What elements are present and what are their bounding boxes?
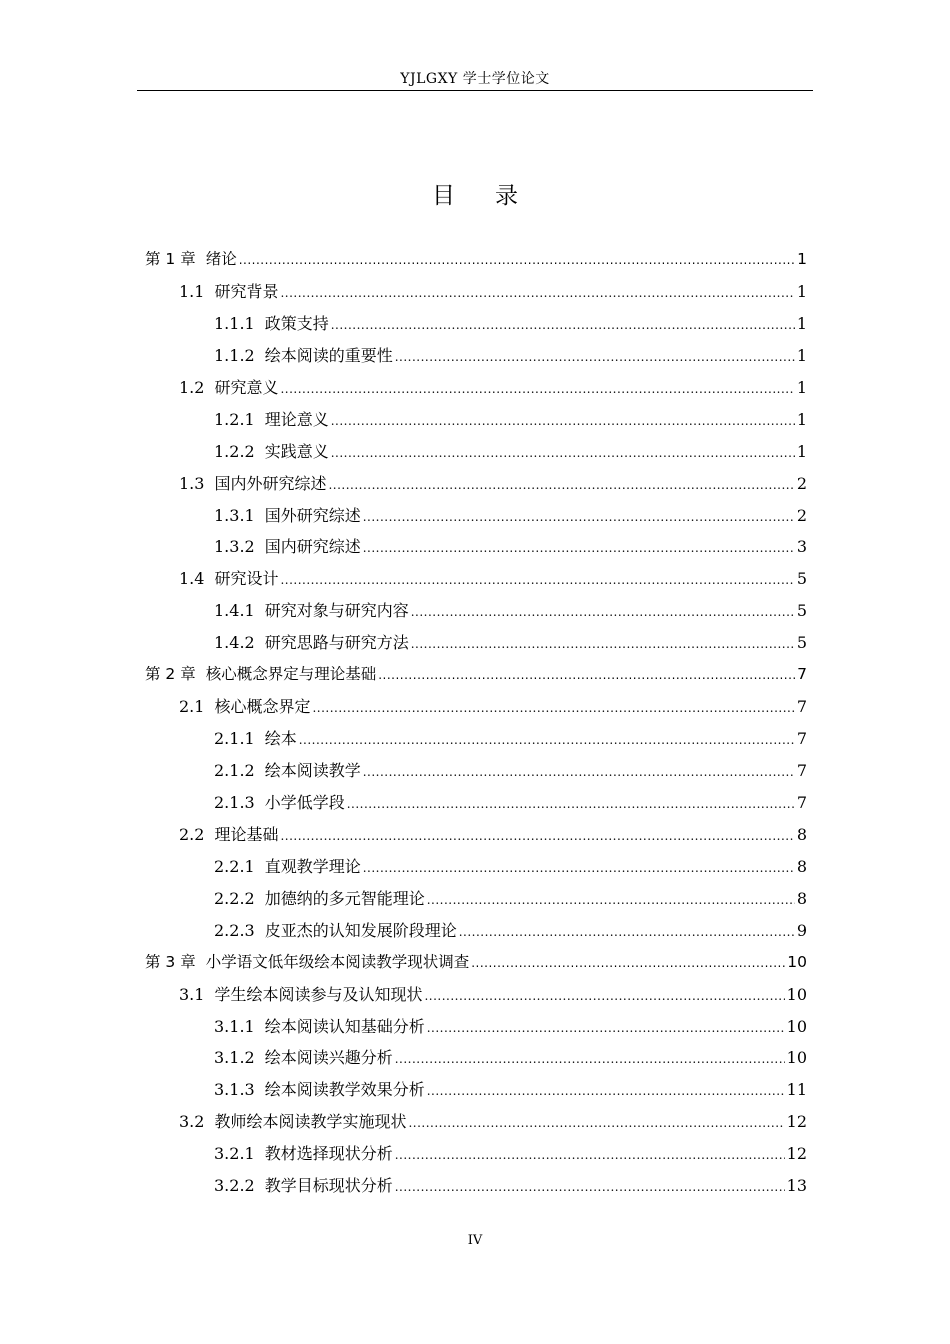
toc-entry[interactable] <box>145 755 807 787</box>
toc-entry-number: 2.2.2 <box>214 888 255 908</box>
toc-entry-number: 3.1.1 <box>214 1016 255 1036</box>
toc-entry-number: 1.2.1 <box>214 409 255 429</box>
toc-entry[interactable] <box>145 595 807 627</box>
toc-entry[interactable] <box>145 1074 807 1106</box>
toc-entry[interactable] <box>145 1106 807 1138</box>
toc-entry[interactable] <box>145 1138 807 1170</box>
toc-leader-dots <box>395 1140 785 1172</box>
page-number: IV <box>467 1233 483 1248</box>
toc-entry-page: 8 <box>796 888 807 908</box>
toc-entry-page: 10 <box>787 952 807 971</box>
toc-entry-label: 核心概念界定与理论基础 <box>205 665 377 684</box>
toc-entry-label: 研究思路与研究方法 <box>264 633 409 653</box>
toc-entry-number: 第 3 章 <box>145 952 196 971</box>
toc-leader-dots <box>363 757 795 789</box>
toc-leader-dots <box>280 374 794 406</box>
toc-entry-page: 1 <box>796 409 807 429</box>
toc-entry[interactable] <box>145 436 807 468</box>
toc-entry-page: 7 <box>796 792 807 812</box>
toc-entry-label: 学生绘本阅读参与及认知现状 <box>214 984 423 1004</box>
toc-entry-label: 绘本 <box>264 729 297 749</box>
toc-entry-label: 理论基础 <box>214 824 279 844</box>
toc-entry-label: 小学语文低年级绘本阅读教学现状调查 <box>205 952 470 971</box>
toc-entry-number: 1.4.1 <box>214 601 255 621</box>
toc-entry-page: 5 <box>796 633 807 653</box>
toc-entry-label: 教材选择现状分析 <box>264 1144 393 1164</box>
toc-entry[interactable] <box>145 404 807 436</box>
toc-entry[interactable] <box>145 883 807 915</box>
toc-entry-page: 12 <box>786 1112 807 1132</box>
toc-entry-number: 3.2.1 <box>214 1144 255 1164</box>
toc-entry-number: 1.3.2 <box>214 537 255 557</box>
toc-entry-page: 13 <box>786 1176 807 1196</box>
toc-entry-number: 3.2 <box>179 1112 205 1132</box>
toc-entry[interactable] <box>145 276 807 308</box>
toc-entry-number: 2.2 <box>179 824 205 844</box>
toc-entry-label: 加德纳的多元智能理论 <box>264 888 425 908</box>
toc-leader-dots <box>427 885 795 917</box>
toc-leader-dots <box>239 245 795 277</box>
toc-entry-number: 1.2.2 <box>214 441 255 461</box>
toc-entry-page: 1 <box>797 250 807 268</box>
toc-entry-label: 研究对象与研究内容 <box>264 601 409 621</box>
toc-entry-label: 绘本阅读认知基础分析 <box>264 1016 425 1036</box>
toc-entry[interactable] <box>145 563 807 595</box>
toc-entry[interactable] <box>145 244 807 276</box>
toc-leader-dots <box>411 629 795 661</box>
toc-leader-dots <box>347 789 795 821</box>
toc-entry-number: 1.1 <box>179 281 205 301</box>
toc-leader-dots <box>312 693 794 725</box>
header-rule <box>137 90 813 91</box>
toc-entry-page: 8 <box>796 824 807 844</box>
toc-entry-page: 5 <box>796 601 807 621</box>
toc-entry[interactable] <box>145 691 807 723</box>
toc-entry-number: 2.1 <box>179 697 205 717</box>
toc-leader-dots <box>280 565 794 597</box>
toc-entry-label: 国内外研究综述 <box>214 473 327 493</box>
toc-entry[interactable] <box>145 915 807 947</box>
toc-entry[interactable] <box>145 340 807 372</box>
toc-entry[interactable] <box>145 1011 807 1043</box>
toc-leader-dots <box>363 502 795 534</box>
toc-entry-page: 1 <box>796 441 807 461</box>
toc-entry-label: 绘本阅读教学 <box>264 761 361 780</box>
toc-leader-dots <box>395 1044 785 1076</box>
toc-entry-page: 10 <box>786 984 807 1004</box>
toc-entry[interactable] <box>145 500 807 532</box>
toc-entry-page: 9 <box>796 920 807 940</box>
toc-leader-dots <box>459 917 795 949</box>
toc-leader-dots <box>328 470 794 502</box>
toc-entry-number: 2.1.1 <box>214 729 255 749</box>
toc-entry-number: 3.1.2 <box>214 1048 255 1068</box>
toc-entry-page: 1 <box>796 345 807 365</box>
toc-entry[interactable] <box>145 819 807 851</box>
toc-entry-page: 7 <box>797 665 807 684</box>
toc-entry[interactable] <box>145 627 807 659</box>
toc-entry-label: 研究意义 <box>214 377 279 397</box>
toc-entry-label: 绪论 <box>205 250 237 268</box>
toc-entry-label: 绘本阅读教学效果分析 <box>264 1080 425 1100</box>
toc-leader-dots <box>378 660 795 692</box>
toc-entry-label: 实践意义 <box>264 441 329 461</box>
page-title: 目录 <box>432 183 558 209</box>
toc-entry-page: 11 <box>786 1080 807 1100</box>
toc-entry-number: 2.1.2 <box>214 761 255 780</box>
toc-entry-number: 2.2.3 <box>214 920 255 940</box>
toc-entry-page: 3 <box>796 537 807 557</box>
toc-entry-number: 3.1 <box>179 984 205 1004</box>
toc-entry[interactable] <box>145 947 807 979</box>
toc-entry-number: 1.3.1 <box>214 505 255 525</box>
toc-leader-dots <box>299 725 795 757</box>
toc-entry[interactable] <box>145 787 807 819</box>
toc-entry-label: 教师绘本阅读教学实施现状 <box>214 1112 407 1132</box>
toc-entry-number: 1.4 <box>179 569 205 589</box>
toc-entry-number: 1.4.2 <box>214 633 255 653</box>
toc-entry-page: 2 <box>796 505 807 525</box>
toc-leader-dots <box>427 1013 785 1045</box>
toc-entry-label: 国外研究综述 <box>264 505 361 525</box>
toc-entry-label: 教学目标现状分析 <box>264 1176 393 1196</box>
toc-entry-page: 10 <box>786 1016 807 1036</box>
toc-entry-label: 直观教学理论 <box>264 856 361 876</box>
toc-leader-dots <box>395 1172 785 1204</box>
toc-leader-dots <box>427 1076 785 1108</box>
toc-entry-number: 1.3 <box>179 473 205 493</box>
toc-entry-page: 12 <box>786 1144 807 1164</box>
toc-entry[interactable] <box>145 851 807 883</box>
toc-leader-dots <box>471 948 785 980</box>
toc-entry[interactable] <box>145 372 807 404</box>
toc-entry-number: 2.2.1 <box>214 856 255 876</box>
toc-entry-page: 10 <box>786 1048 807 1068</box>
toc-entry-number: 1.1.2 <box>214 345 255 365</box>
toc-entry-label: 绘本阅读兴趣分析 <box>264 1048 393 1068</box>
toc-entry-label: 小学低学段 <box>264 792 345 812</box>
toc-entry-page: 7 <box>796 729 807 749</box>
toc-entry-number: 1.1.1 <box>214 313 255 333</box>
toc-leader-dots <box>411 597 795 629</box>
toc-entry-number: 3.1.3 <box>214 1080 255 1100</box>
toc-leader-dots <box>424 981 784 1013</box>
toc-entry[interactable] <box>145 979 807 1011</box>
toc-entry-page: 5 <box>796 569 807 589</box>
toc-entry-page: 1 <box>796 281 807 301</box>
toc-leader-dots <box>363 533 795 565</box>
toc-entry-label: 国内研究综述 <box>264 537 361 557</box>
toc-entry[interactable] <box>145 659 807 691</box>
toc-entry[interactable] <box>145 531 807 563</box>
toc-entry[interactable] <box>145 723 807 755</box>
toc-entry-number: 3.2.2 <box>214 1176 255 1196</box>
toc-entry-label: 理论意义 <box>264 409 329 429</box>
toc-entry-page: 2 <box>796 473 807 493</box>
toc-leader-dots <box>280 278 794 310</box>
toc-entry[interactable] <box>145 468 807 500</box>
toc-entry[interactable] <box>145 1042 807 1074</box>
toc-leader-dots <box>408 1108 784 1140</box>
toc-entry-label: 核心概念界定 <box>214 697 311 717</box>
toc-entry-page: 1 <box>796 313 807 333</box>
toc-leader-dots <box>363 853 795 885</box>
toc-entry-number: 2.1.3 <box>214 792 255 812</box>
running-header: YJLGXY 学士学位论文 <box>400 71 550 87</box>
toc-entry-label: 研究设计 <box>214 569 279 589</box>
toc-entry-label: 皮亚杰的认知发展阶段理论 <box>264 920 457 940</box>
toc-entry-page: 7 <box>796 697 807 717</box>
toc-entry-number: 第 2 章 <box>145 665 196 684</box>
toc-entry[interactable] <box>145 1170 807 1202</box>
toc-leader-dots <box>331 406 795 438</box>
toc-entry-number: 1.2 <box>179 377 205 397</box>
toc-leader-dots <box>331 310 795 342</box>
toc-entry-label: 研究背景 <box>214 281 279 301</box>
toc-leader-dots <box>331 438 795 470</box>
toc-leader-dots <box>395 342 795 374</box>
toc-leader-dots <box>280 821 794 853</box>
toc-entry-page: 7 <box>796 761 807 780</box>
toc-entry-number: 第 1 章 <box>145 250 196 268</box>
toc-entry-page: 1 <box>796 377 807 397</box>
toc-entry[interactable] <box>145 308 807 340</box>
toc-entry-label: 绘本阅读的重要性 <box>264 345 393 365</box>
table-of-contents <box>145 244 807 1202</box>
toc-entry-label: 政策支持 <box>264 313 329 333</box>
toc-entry-page: 8 <box>796 856 807 876</box>
